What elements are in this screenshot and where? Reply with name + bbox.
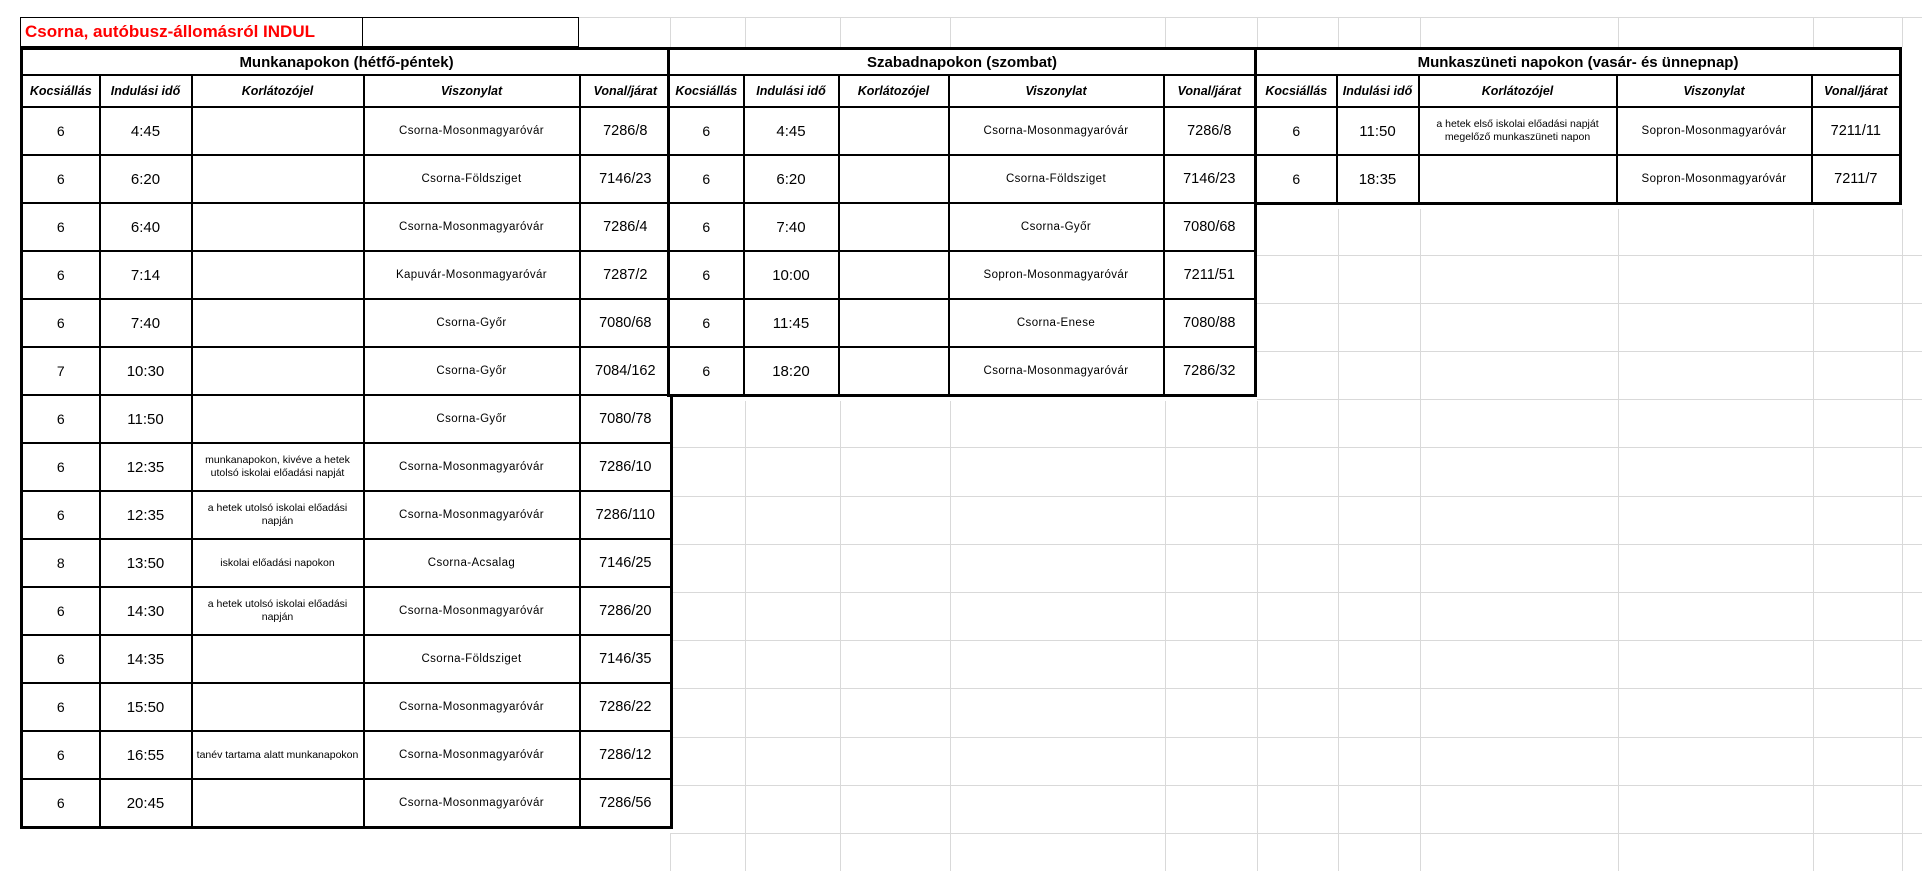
cell-kocsiallas: 6 bbox=[669, 107, 744, 155]
column-header-vonal-jarat: Vonal/járat bbox=[580, 75, 672, 107]
cell-indulasi-ido: 7:40 bbox=[100, 299, 192, 347]
table-row bbox=[22, 635, 672, 683]
cell-indulasi-ido: 4:45 bbox=[744, 107, 839, 155]
table-row bbox=[669, 155, 1256, 203]
column-header-kocsiallas: Kocsiállás bbox=[1256, 75, 1337, 107]
cell-kocsiallas: 6 bbox=[22, 155, 100, 203]
cell-korlatozojel bbox=[839, 251, 949, 299]
cell-korlatozojel bbox=[839, 347, 949, 396]
gridline bbox=[840, 17, 841, 47]
table-row bbox=[22, 155, 672, 203]
table-row bbox=[22, 539, 672, 587]
gridline bbox=[1420, 17, 1421, 47]
cell-vonal-jarat: 7287/2 bbox=[580, 251, 672, 299]
section-header: Szabadnapokon (szombat) bbox=[669, 49, 1256, 76]
gridline bbox=[670, 834, 671, 871]
cell-viszonylat: Csorna-Enese bbox=[949, 299, 1164, 347]
cell-korlatozojel: munkanapokon, kivéve a hetek utolsó iskolai előadási napját bbox=[192, 443, 364, 491]
table-row bbox=[22, 299, 672, 347]
gridline bbox=[1257, 17, 1258, 47]
cell-indulasi-ido: 10:30 bbox=[100, 347, 192, 395]
table-row bbox=[1256, 155, 1901, 204]
cell-vonal-jarat: 7286/56 bbox=[580, 779, 672, 828]
cell-vonal-jarat: 7286/22 bbox=[580, 683, 672, 731]
cell-vonal-jarat: 7286/110 bbox=[580, 491, 672, 539]
cell-kocsiallas: 6 bbox=[1256, 107, 1337, 155]
gridline bbox=[1165, 17, 1166, 47]
cell-indulasi-ido: 11:50 bbox=[100, 395, 192, 443]
cell-korlatozojel bbox=[192, 107, 364, 155]
cell-vonal-jarat: 7146/23 bbox=[580, 155, 672, 203]
cell-korlatozojel: tanév tartama alatt munkanapokon bbox=[192, 731, 364, 779]
cell-vonal-jarat: 7080/78 bbox=[580, 395, 672, 443]
table-row bbox=[22, 683, 672, 731]
cell-vonal-jarat: 7286/12 bbox=[580, 731, 672, 779]
table-row bbox=[22, 395, 672, 443]
cell-kocsiallas: 6 bbox=[22, 251, 100, 299]
table-row bbox=[22, 779, 672, 828]
table-munkaszuneti-napokon bbox=[1254, 47, 1902, 205]
cell-kocsiallas: 6 bbox=[669, 203, 744, 251]
table-munkanapokon bbox=[20, 47, 673, 829]
cell-indulasi-ido: 14:30 bbox=[100, 587, 192, 635]
column-header-indulasi-ido: Indulási idő bbox=[1337, 75, 1419, 107]
cell-viszonylat: Csorna-Mosonmagyaróvár bbox=[949, 347, 1164, 396]
cell-vonal-jarat: 7286/8 bbox=[580, 107, 672, 155]
gridline bbox=[1618, 209, 1619, 871]
cell-indulasi-ido: 11:50 bbox=[1337, 107, 1419, 155]
cell-indulasi-ido: 18:35 bbox=[1337, 155, 1419, 204]
cell-korlatozojel bbox=[839, 299, 949, 347]
gridline bbox=[1257, 399, 1922, 400]
cell-vonal-jarat: 7080/88 bbox=[1164, 299, 1256, 347]
cell-kocsiallas: 6 bbox=[669, 299, 744, 347]
cell-indulasi-ido: 6:40 bbox=[100, 203, 192, 251]
cell-kocsiallas: 6 bbox=[22, 299, 100, 347]
gridline bbox=[670, 447, 1922, 448]
column-header-kocsiallas: Kocsiállás bbox=[669, 75, 744, 107]
column-header-viszonylat: Viszonylat bbox=[1617, 75, 1812, 107]
gridline bbox=[670, 592, 1922, 593]
table-szabadnapokon bbox=[667, 47, 1257, 397]
table-row bbox=[1256, 107, 1901, 155]
column-header-kocsiallas: Kocsiállás bbox=[22, 75, 100, 107]
cell-indulasi-ido: 14:35 bbox=[100, 635, 192, 683]
cell-indulasi-ido: 12:35 bbox=[100, 443, 192, 491]
gridline bbox=[670, 785, 1922, 786]
cell-viszonylat: Csorna-Mosonmagyaróvár bbox=[364, 731, 580, 779]
gridline bbox=[1338, 17, 1339, 47]
gridline bbox=[578, 17, 1922, 18]
cell-vonal-jarat: 7146/35 bbox=[580, 635, 672, 683]
cell-viszonylat: Sopron-Mosonmagyaróvár bbox=[1617, 155, 1812, 204]
cell-vonal-jarat: 7211/11 bbox=[1812, 107, 1901, 155]
cell-viszonylat: Csorna-Földsziget bbox=[364, 635, 580, 683]
cell-vonal-jarat: 7286/32 bbox=[1164, 347, 1256, 396]
cell-korlatozojel bbox=[839, 107, 949, 155]
column-header-korlatozojel: Korlátozójel bbox=[1419, 75, 1617, 107]
cell-viszonylat: Csorna-Földsziget bbox=[364, 155, 580, 203]
cell-kocsiallas: 8 bbox=[22, 539, 100, 587]
table-row bbox=[22, 251, 672, 299]
cell-viszonylat: Sopron-Mosonmagyaróvár bbox=[1617, 107, 1812, 155]
cell-korlatozojel: a hetek utolsó iskolai előadási napján bbox=[192, 491, 364, 539]
section-header: Munkanapokon (hétfő-péntek) bbox=[22, 49, 672, 76]
cell-kocsiallas: 6 bbox=[22, 635, 100, 683]
cell-vonal-jarat: 7286/20 bbox=[580, 587, 672, 635]
column-header-viszonylat: Viszonylat bbox=[949, 75, 1164, 107]
gridline bbox=[1618, 17, 1619, 47]
table-row bbox=[22, 347, 672, 395]
cell-kocsiallas: 6 bbox=[22, 731, 100, 779]
cell-vonal-jarat: 7286/10 bbox=[580, 443, 672, 491]
cell-kocsiallas: 6 bbox=[669, 155, 744, 203]
cell-korlatozojel bbox=[192, 299, 364, 347]
table-row bbox=[22, 587, 672, 635]
gridline bbox=[745, 17, 746, 47]
gridline bbox=[1165, 401, 1166, 871]
cell-indulasi-ido: 7:40 bbox=[744, 203, 839, 251]
cell-kocsiallas: 6 bbox=[22, 491, 100, 539]
cell-indulasi-ido: 6:20 bbox=[744, 155, 839, 203]
gridline bbox=[1902, 17, 1903, 47]
cell-kocsiallas: 6 bbox=[22, 107, 100, 155]
cell-vonal-jarat: 7211/7 bbox=[1812, 155, 1901, 204]
cell-viszonylat: Csorna-Győr bbox=[364, 347, 580, 395]
cell-kocsiallas: 6 bbox=[1256, 155, 1337, 204]
cell-viszonylat: Kapuvár-Mosonmagyaróvár bbox=[364, 251, 580, 299]
cell-indulasi-ido: 4:45 bbox=[100, 107, 192, 155]
cell-korlatozojel bbox=[839, 203, 949, 251]
gridline bbox=[670, 544, 1922, 545]
table-row bbox=[669, 107, 1256, 155]
column-header-vonal-jarat: Vonal/járat bbox=[1164, 75, 1256, 107]
cell-korlatozojel bbox=[192, 251, 364, 299]
table-row bbox=[669, 299, 1256, 347]
table-row bbox=[669, 203, 1256, 251]
cell-korlatozojel bbox=[192, 347, 364, 395]
column-header-indulasi-ido: Indulási idő bbox=[100, 75, 192, 107]
gridline bbox=[950, 401, 951, 871]
cell-viszonylat: Csorna-Acsalag bbox=[364, 539, 580, 587]
cell-kocsiallas: 6 bbox=[22, 443, 100, 491]
table-row bbox=[669, 251, 1256, 299]
gridline bbox=[670, 496, 1922, 497]
title-cell bbox=[20, 17, 363, 47]
gridline bbox=[1813, 209, 1814, 871]
table-row bbox=[22, 443, 672, 491]
table-row bbox=[22, 731, 672, 779]
cell-korlatozojel: iskolai előadási napokon bbox=[192, 539, 364, 587]
cell-viszonylat: Csorna-Mosonmagyaróvár bbox=[364, 587, 580, 635]
cell-korlatozojel bbox=[1419, 155, 1617, 204]
table-row bbox=[22, 203, 672, 251]
gridline bbox=[670, 688, 1922, 689]
sheet-title: Csorna, autóbusz-állomásról INDUL bbox=[25, 22, 315, 41]
gridline bbox=[1813, 17, 1814, 47]
cell-korlatozojel bbox=[192, 203, 364, 251]
cell-korlatozojel bbox=[839, 155, 949, 203]
gridline bbox=[670, 833, 1922, 834]
cell-viszonylat: Csorna-Győr bbox=[364, 395, 580, 443]
cell-indulasi-ido: 20:45 bbox=[100, 779, 192, 828]
cell-viszonylat: Csorna-Mosonmagyaróvár bbox=[364, 779, 580, 828]
column-header-indulasi-ido: Indulási idő bbox=[744, 75, 839, 107]
cell-kocsiallas: 6 bbox=[22, 683, 100, 731]
cell-kocsiallas: 6 bbox=[22, 395, 100, 443]
gridline bbox=[1257, 401, 1258, 871]
cell-kocsiallas: 6 bbox=[669, 347, 744, 396]
cell-korlatozojel bbox=[192, 683, 364, 731]
cell-viszonylat: Csorna-Mosonmagyaróvár bbox=[364, 491, 580, 539]
cell-viszonylat: Csorna-Mosonmagyaróvár bbox=[949, 107, 1164, 155]
gridline bbox=[1257, 303, 1922, 304]
gridline bbox=[670, 737, 1922, 738]
column-header-viszonylat: Viszonylat bbox=[364, 75, 580, 107]
cell-korlatozojel: a hetek első iskolai előadási napját megelőző munkaszüneti napon bbox=[1419, 107, 1617, 155]
cell-indulasi-ido: 16:55 bbox=[100, 731, 192, 779]
column-header-korlatozojel: Korlátozójel bbox=[192, 75, 364, 107]
gridline bbox=[745, 401, 746, 871]
cell-vonal-jarat: 7286/4 bbox=[580, 203, 672, 251]
cell-kocsiallas: 6 bbox=[22, 779, 100, 828]
cell-kocsiallas: 6 bbox=[22, 587, 100, 635]
column-header-korlatozojel: Korlátozójel bbox=[839, 75, 949, 107]
cell-korlatozojel: a hetek utolsó iskolai előadási napján bbox=[192, 587, 364, 635]
cell-vonal-jarat: 7286/8 bbox=[1164, 107, 1256, 155]
cell-kocsiallas: 6 bbox=[22, 203, 100, 251]
gridline bbox=[1902, 209, 1903, 871]
table-row bbox=[22, 107, 672, 155]
gridline bbox=[670, 640, 1922, 641]
cell-korlatozojel bbox=[192, 395, 364, 443]
cell-viszonylat: Csorna-Mosonmagyaróvár bbox=[364, 443, 580, 491]
gridline bbox=[1420, 209, 1421, 871]
cell-viszonylat: Csorna-Mosonmagyaróvár bbox=[364, 683, 580, 731]
cell-indulasi-ido: 7:14 bbox=[100, 251, 192, 299]
cell-viszonylat: Csorna-Győr bbox=[364, 299, 580, 347]
cell-viszonylat: Csorna-Földsziget bbox=[949, 155, 1164, 203]
gridline bbox=[1257, 255, 1922, 256]
cell-indulasi-ido: 12:35 bbox=[100, 491, 192, 539]
column-header-vonal-jarat: Vonal/járat bbox=[1812, 75, 1901, 107]
cell-indulasi-ido: 13:50 bbox=[100, 539, 192, 587]
cell-indulasi-ido: 15:50 bbox=[100, 683, 192, 731]
cell-vonal-jarat: 7146/23 bbox=[1164, 155, 1256, 203]
cell-viszonylat: Csorna-Mosonmagyaróvár bbox=[364, 107, 580, 155]
cell-viszonylat: Sopron-Mosonmagyaróvár bbox=[949, 251, 1164, 299]
cell-vonal-jarat: 7084/162 bbox=[580, 347, 672, 395]
cell-korlatozojel bbox=[192, 635, 364, 683]
cell-korlatozojel bbox=[192, 155, 364, 203]
cell-indulasi-ido: 18:20 bbox=[744, 347, 839, 396]
cell-indulasi-ido: 10:00 bbox=[744, 251, 839, 299]
cell-indulasi-ido: 6:20 bbox=[100, 155, 192, 203]
table-row bbox=[22, 491, 672, 539]
gridline bbox=[1257, 351, 1922, 352]
cell-viszonylat: Csorna-Győr bbox=[949, 203, 1164, 251]
cell-vonal-jarat: 7211/51 bbox=[1164, 251, 1256, 299]
cell-kocsiallas: 7 bbox=[22, 347, 100, 395]
cell-indulasi-ido: 11:45 bbox=[744, 299, 839, 347]
gridline bbox=[670, 17, 671, 47]
gridline bbox=[840, 401, 841, 871]
section-header: Munkaszüneti napokon (vasár- és ünnepnap) bbox=[1256, 49, 1901, 76]
cell-viszonylat: Csorna-Mosonmagyaróvár bbox=[364, 203, 580, 251]
cell-vonal-jarat: 7146/25 bbox=[580, 539, 672, 587]
table-row bbox=[669, 347, 1256, 396]
gridline bbox=[1338, 209, 1339, 871]
title-adjacent-empty-cell bbox=[362, 17, 579, 47]
cell-vonal-jarat: 7080/68 bbox=[580, 299, 672, 347]
cell-vonal-jarat: 7080/68 bbox=[1164, 203, 1256, 251]
cell-kocsiallas: 6 bbox=[669, 251, 744, 299]
cell-korlatozojel bbox=[192, 779, 364, 828]
gridline bbox=[950, 17, 951, 47]
